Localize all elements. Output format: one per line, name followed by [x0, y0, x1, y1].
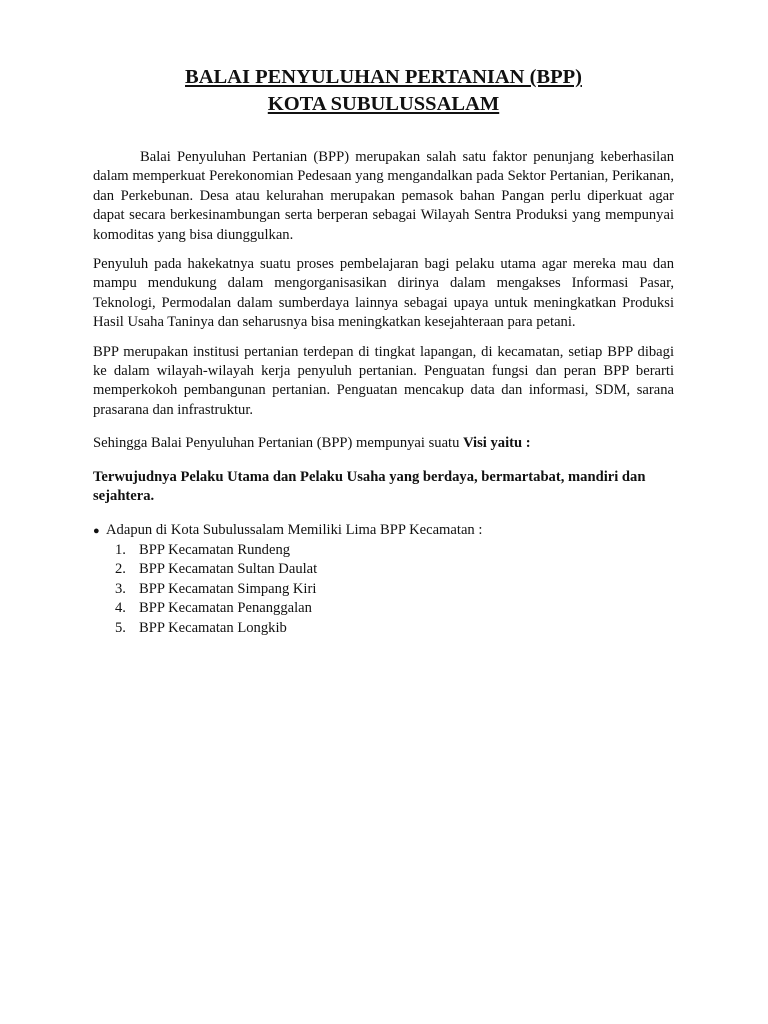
list-item-label: BPP Kecamatan Longkib — [139, 619, 287, 636]
list-item-label: BPP Kecamatan Rundeng — [139, 541, 291, 558]
title-line-2: KOTA SUBULUSSALAM — [267, 93, 500, 115]
title-block — [93, 64, 674, 118]
paragraph-visi-intro — [93, 434, 674, 453]
list-item-number: 2. — [115, 561, 126, 578]
paragraph-intro: Balai Penyuluhan Pertanian (BPP) merupakan salah satu faktor penunjang keberhasilan dalam memperkuat Perekonomian Pedesaan yang mengandalkan pada Sektor Pertanian, Perikanan, dan Perkebunan. Desa atau kelurahan merupakan pemasok bahan Pangan perlu diperkuat agar dapat secara berkesinambungan serta berperan sebagai Wilayah Sentra Produksi yang mempunyai komoditas yang bisa diunggulkan. — [93, 149, 674, 243]
visi-label: Visi yaitu : — [463, 435, 531, 452]
bullet-item — [93, 521, 674, 541]
list-item-label: BPP Kecamatan Sultan Daulat — [139, 561, 318, 578]
paragraph-bpp-institusi: BPP merupakan institusi pertanian terdepan di tingkat lapangan, di kecamatan, setiap BPP dibagi ke dalam wilayah-wilayah kerja penyuluh pertanian. Penguatan fungsi dan peran BPP berarti memperkokoh pembangunan pertanian. Penguatan mencakup data dan informasi, SDM, sarana prasarana dan infrastruktur. — [93, 343, 674, 418]
list-item — [115, 580, 674, 599]
list-item-number: 3. — [115, 580, 126, 597]
paragraph-penyuluh: Penyuluh pada hakekatnya suatu proses pembelajaran bagi pelaku utama agar mereka mau dan mampu mendukung dalam mengorganisasikan dirinya dalam mengakses Informasi Pasar, Teknologi, Permodalan dalam sumberdaya lainnya sebagai upaya untuk meningkatkan Produksi Hasil Usaha Taninya dan seharusnya bisa meningkatkan kesejahteraan para petani. — [93, 256, 674, 331]
bullet-icon: ● — [93, 524, 100, 537]
list-item-number: 4. — [115, 600, 126, 617]
bullet-text: Adapun di Kota Subulussalam Memiliki Lima BPP Kecamatan : — [106, 521, 483, 538]
list-item — [115, 560, 674, 579]
list-item — [115, 599, 674, 618]
list-item — [115, 541, 674, 560]
visi-intro-text: Sehingga Balai Penyuluhan Pertanian (BPP) mempunyai suatu — [93, 435, 464, 452]
title-line-1: BALAI PENYULUHAN PERTANIAN (BPP) — [185, 66, 582, 88]
visi-statement: Terwujudnya Pelaku Utama dan Pelaku Usaha yang berdaya, bermartabat, mandiri dan sejahtera. — [93, 468, 646, 505]
list-item-number: 5. — [115, 619, 126, 636]
list-item — [115, 619, 674, 638]
list-item-label: BPP Kecamatan Penanggalan — [139, 600, 312, 617]
list-item-label: BPP Kecamatan Simpang Kiri — [139, 580, 317, 597]
bpp-kecamatan-list — [93, 541, 674, 638]
list-item-number: 1. — [115, 541, 126, 558]
